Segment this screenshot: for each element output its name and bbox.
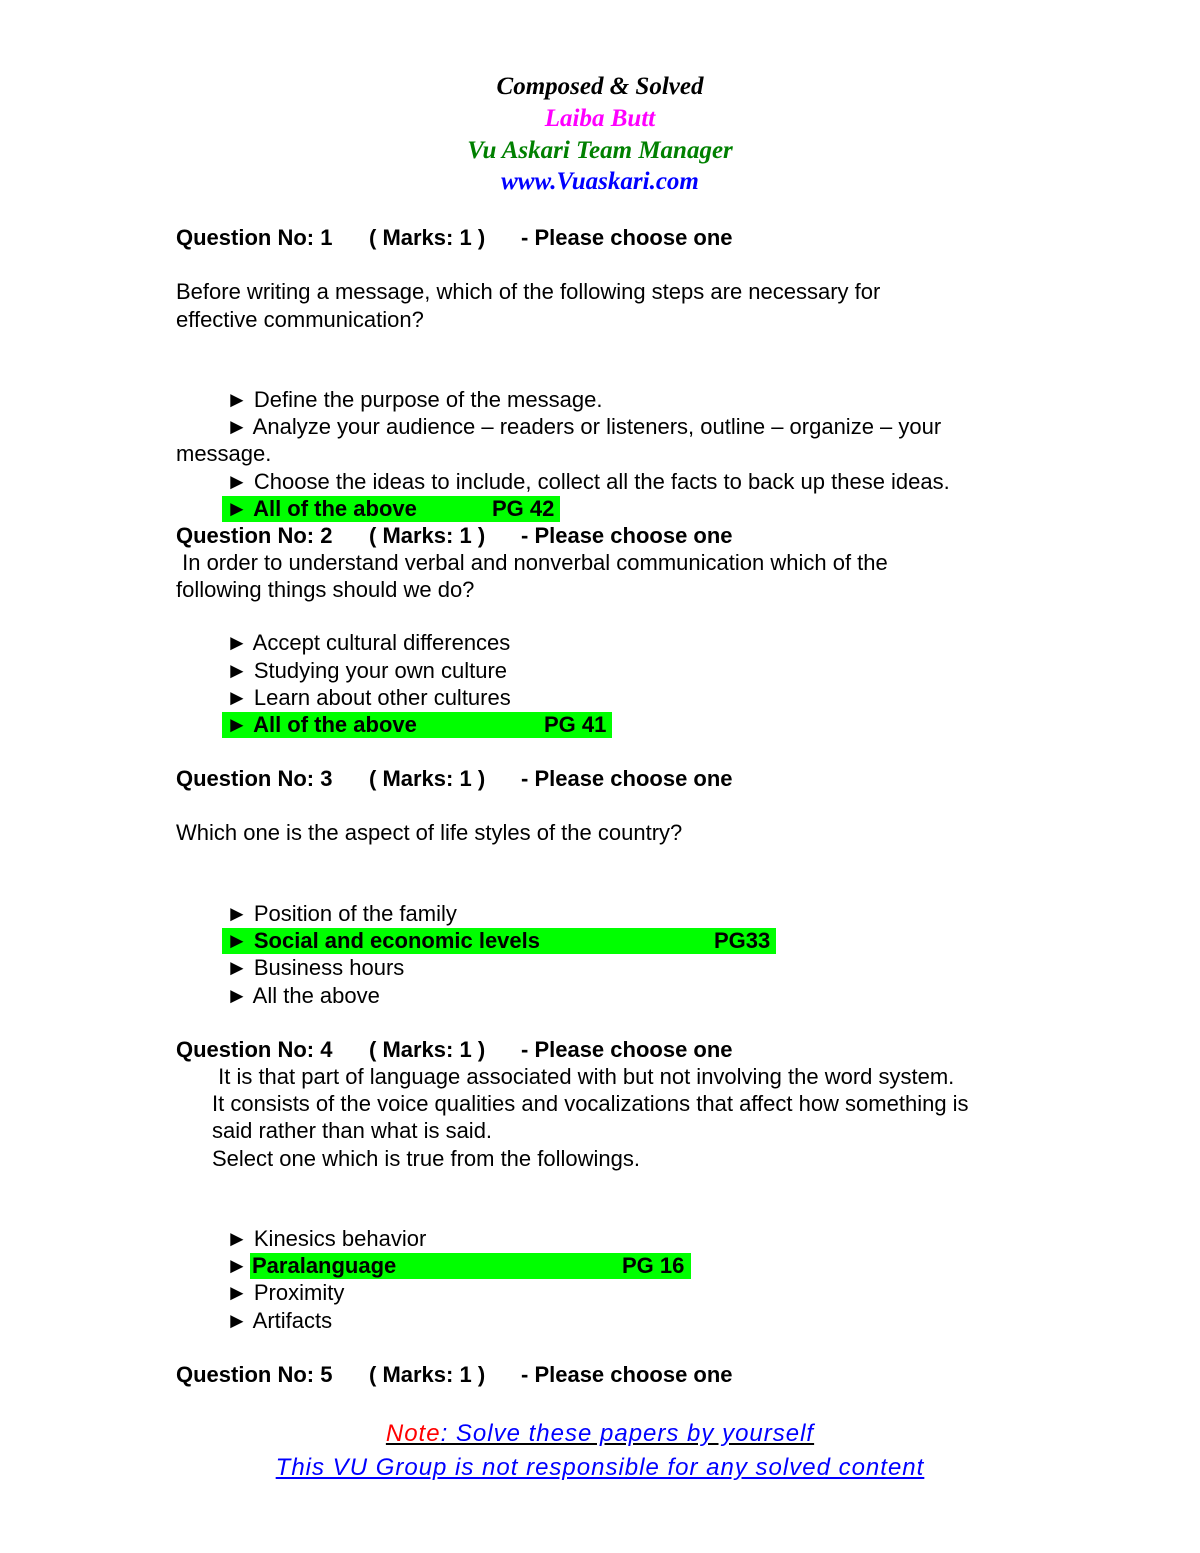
question-number: Question No: 3 (176, 766, 333, 791)
question-marks: ( Marks: 1 ) (369, 1037, 486, 1062)
question-2-text-line: following things should we do? (176, 577, 475, 602)
question-5-header (176, 1362, 776, 1388)
question-instruction: - Please choose one (521, 523, 733, 548)
question-1-text-line: Before writing a message, which of the following steps are necessary for (176, 279, 881, 304)
question-4-text-line: It is that part of language associated with but not involving the word system. (212, 1064, 955, 1089)
question-instruction: - Please choose one (521, 766, 733, 791)
answer-page: PG 42 (492, 496, 555, 521)
question-instruction: - Please choose one (521, 1037, 733, 1062)
question-3-option[interactable]: ► Business hours (226, 955, 405, 980)
question-1-header (176, 225, 776, 251)
question-2-header (176, 523, 776, 549)
question-number: Question No: 5 (176, 1362, 333, 1387)
question-marks: ( Marks: 1 ) (369, 766, 486, 791)
answer-page: PG 41 (544, 712, 607, 737)
question-1-option[interactable]: ► Analyze your audience – readers or listeners, outline – organize – your (226, 414, 942, 439)
question-3-answer[interactable] (222, 928, 776, 954)
question-4-option[interactable]: ► Artifacts (226, 1308, 333, 1333)
answer-highlight (250, 1253, 691, 1279)
footer-disclaimer[interactable]: This VU Group is not responsible for any solved content (275, 1454, 925, 1481)
header-composed: Composed & Solved (496, 73, 704, 100)
header-author: Laiba Butt (544, 105, 656, 132)
answer-label: ► All of the above (226, 712, 417, 737)
answer-page: PG 16 (622, 1253, 685, 1278)
question-marks: ( Marks: 1 ) (369, 523, 486, 548)
note-label: Note (385, 1420, 441, 1447)
header-team: Vu Askari Team Manager (467, 137, 733, 164)
question-number: Question No: 1 (176, 225, 333, 250)
question-4-option[interactable]: ► Kinesics behavior (226, 1226, 427, 1251)
question-1-answer[interactable] (222, 496, 560, 522)
answer-label: ► Social and economic levels (226, 928, 541, 953)
answer-label: ► All of the above (226, 496, 417, 521)
question-4-text-line: said rather than what is said. (212, 1118, 493, 1143)
note-text: : Solve these papers by yourself (440, 1420, 815, 1447)
question-1-text-line: effective communication? (176, 307, 424, 332)
question-3-option[interactable]: ► All the above (226, 983, 380, 1008)
question-1-option[interactable]: ► Choose the ideas to include, collect all the facts to back up these ideas. (226, 469, 950, 494)
answer-arrow: ► (226, 1253, 248, 1278)
answer-page: PG33 (714, 928, 771, 953)
answer-label: Paralanguage (252, 1253, 397, 1278)
question-2-answer[interactable] (222, 712, 612, 738)
header-website[interactable]: www.Vuaskari.com (501, 168, 699, 195)
footer-note[interactable] (0, 1419, 1200, 1449)
question-4-option[interactable]: ► Proximity (226, 1280, 345, 1305)
question-4-text-line: Select one which is true from the followings. (212, 1146, 640, 1171)
question-marks: ( Marks: 1 ) (369, 225, 486, 250)
question-4-answer[interactable] (226, 1253, 691, 1279)
question-4-header (176, 1037, 776, 1063)
question-instruction: - Please choose one (521, 225, 733, 250)
question-marks: ( Marks: 1 ) (369, 1362, 486, 1387)
question-instruction: - Please choose one (521, 1362, 733, 1387)
question-2-option[interactable]: ► Studying your own culture (226, 658, 508, 683)
question-3-option[interactable]: ► Position of the family (226, 901, 457, 926)
question-number: Question No: 4 (176, 1037, 333, 1062)
question-2-option[interactable]: ► Learn about other cultures (226, 685, 511, 710)
question-2-text-line: In order to understand verbal and nonverbal communication which of the (176, 550, 888, 575)
question-3-header (176, 766, 776, 792)
question-3-text-line: Which one is the aspect of life styles of the country? (176, 820, 683, 845)
question-1-option-continued: message. (176, 441, 272, 466)
question-2-option[interactable]: ► Accept cultural differences (226, 630, 511, 655)
question-1-option[interactable]: ► Define the purpose of the message. (226, 387, 603, 412)
question-number: Question No: 2 (176, 523, 333, 548)
question-4-text-line: It consists of the voice qualities and vocalizations that affect how something is (212, 1091, 969, 1116)
